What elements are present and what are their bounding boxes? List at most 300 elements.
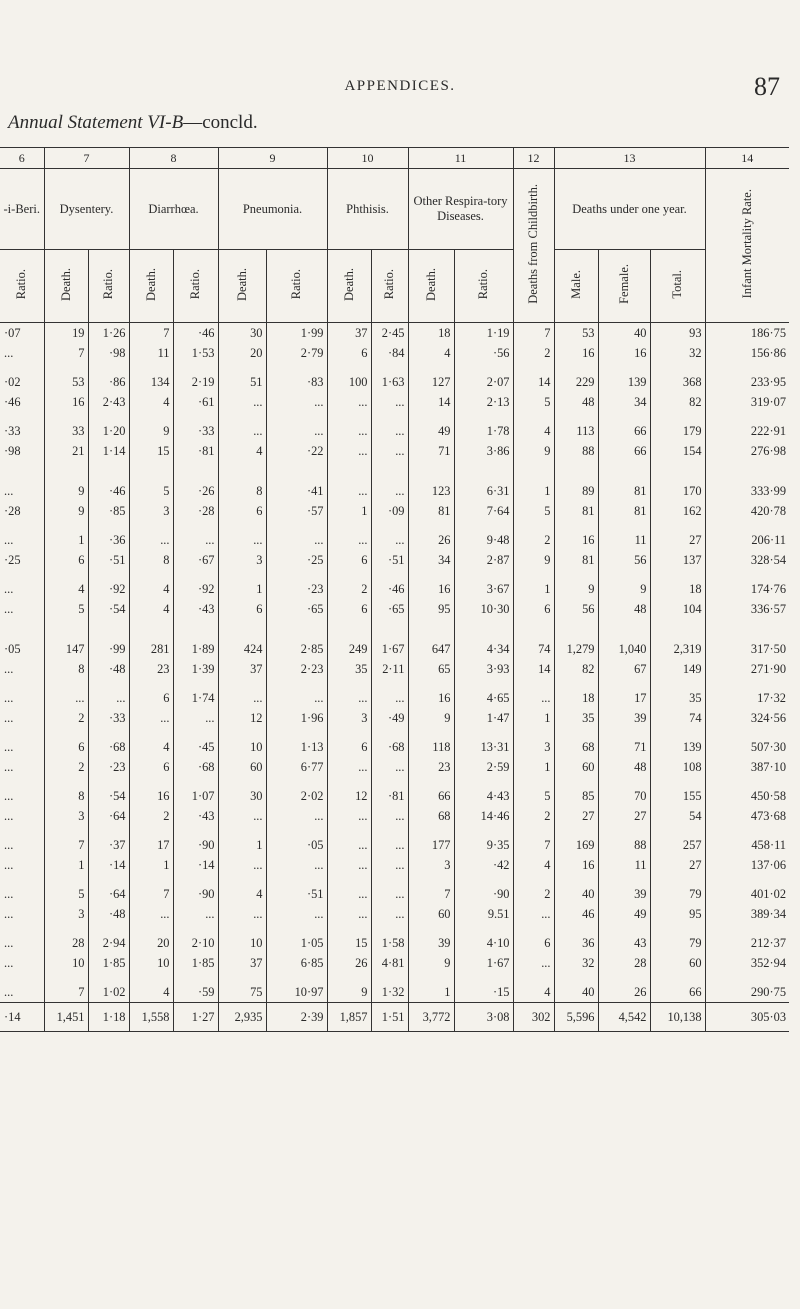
table-body: [0, 323, 789, 1032]
table-cell: ...: [371, 481, 408, 501]
table-cell: ...: [327, 806, 371, 826]
table-cell: ...: [88, 688, 129, 708]
table-cell: ·68: [88, 737, 129, 757]
table-cell: 10: [218, 737, 266, 757]
table-cell: ...: [371, 421, 408, 441]
table-cell: 14: [408, 392, 454, 412]
table-cell: 60: [554, 757, 598, 777]
total-cell: ·14: [0, 1003, 44, 1032]
header-deaths-under-one: Deaths under one year.: [554, 169, 705, 250]
table-cell: ...: [513, 904, 554, 924]
table-cell: 1·85: [88, 953, 129, 973]
table-cell: 4: [129, 599, 173, 619]
table-cell: 1·39: [173, 659, 218, 679]
table-cell: ...: [266, 392, 327, 412]
table-cell: ...: [513, 953, 554, 973]
table-cell: 1·02: [88, 982, 129, 1003]
table-cell: ·86: [88, 372, 129, 392]
spacer-row: [0, 826, 789, 835]
table-cell: 4: [218, 441, 266, 461]
table-cell: 281: [129, 639, 173, 659]
table-cell: 162: [650, 501, 705, 521]
table-cell: ·64: [88, 806, 129, 826]
table-cell: 127: [408, 372, 454, 392]
table-cell: ...: [266, 806, 327, 826]
total-cell: 1·18: [88, 1003, 129, 1032]
table-cell: 54: [650, 806, 705, 826]
table-cell: 17·32: [705, 688, 789, 708]
table-cell: 39: [408, 933, 454, 953]
table-cell: 56: [598, 550, 650, 570]
table-cell: 1·20: [88, 421, 129, 441]
table-cell: ·98: [4, 443, 21, 458]
table-cell: ·54: [88, 786, 129, 806]
spacer-row: [0, 679, 789, 688]
table-row: [0, 501, 789, 521]
subheader-cell: Ratio.: [371, 250, 408, 323]
colnum-12: 12: [513, 148, 554, 169]
table-cell: 8: [218, 481, 266, 501]
total-cell: 305·03: [705, 1003, 789, 1032]
table-cell: 9·48: [454, 530, 513, 550]
table-cell: 1·07: [173, 786, 218, 806]
table-cell: 1: [513, 481, 554, 501]
table-cell: 450·58: [705, 786, 789, 806]
table-cell: ·92: [173, 579, 218, 599]
table-cell: 1: [408, 982, 454, 1003]
table-cell: ...: [218, 688, 266, 708]
table-cell: 40: [598, 323, 650, 344]
table-cell: ·46: [173, 323, 218, 344]
table-cell: 2·23: [266, 659, 327, 679]
table-cell: 81: [598, 481, 650, 501]
table-row: [0, 659, 789, 679]
colnum-13: 13: [554, 148, 705, 169]
table-cell: 16: [408, 688, 454, 708]
colnum-10: 10: [327, 148, 408, 169]
table-cell: 1·67: [371, 639, 408, 659]
table-cell: ·65: [266, 599, 327, 619]
table-cell: ...: [327, 904, 371, 924]
subheader-row: [0, 250, 789, 323]
table-row: [0, 481, 789, 501]
spacer-row: [0, 728, 789, 737]
total-cell: 2,935: [218, 1003, 266, 1032]
table-cell: ...: [4, 661, 14, 676]
table-cell: ...: [4, 601, 14, 616]
table-cell: 43: [598, 933, 650, 953]
table-cell: ...: [327, 421, 371, 441]
table-cell: 27: [598, 806, 650, 826]
table-cell: 49: [408, 421, 454, 441]
subheader-cell: Death.: [327, 250, 371, 323]
spacer-row: [0, 973, 789, 982]
table-cell: ·65: [371, 599, 408, 619]
table-cell: 6: [218, 599, 266, 619]
table-row: [0, 953, 789, 973]
subheader-cell: Ratio.: [454, 250, 513, 323]
table-cell: ...: [4, 955, 14, 970]
table-cell: 26: [408, 530, 454, 550]
table-cell: 4·65: [454, 688, 513, 708]
table-cell: 27: [650, 855, 705, 875]
table-cell: ·54: [88, 599, 129, 619]
table-cell: 15: [327, 933, 371, 953]
table-cell: ...: [129, 708, 173, 728]
table-cell: 1: [44, 855, 88, 875]
table-cell: 319·07: [705, 392, 789, 412]
table-cell: 229: [554, 372, 598, 392]
table-cell: 75: [218, 982, 266, 1003]
total-cell: 1,451: [44, 1003, 88, 1032]
table-cell: 23: [129, 659, 173, 679]
total-cell: 5,596: [554, 1003, 598, 1032]
table-cell: 317·50: [705, 639, 789, 659]
table-cell: 10: [44, 953, 88, 973]
table-cell: 32: [650, 343, 705, 363]
table-cell: 249: [327, 639, 371, 659]
table-cell: ·33: [88, 708, 129, 728]
table-cell: 2: [129, 806, 173, 826]
table-cell: 206·11: [705, 530, 789, 550]
table-cell: 3: [44, 904, 88, 924]
table-cell: 2: [513, 884, 554, 904]
table-cell: 39: [598, 708, 650, 728]
table-cell: ...: [4, 935, 14, 950]
table-cell: 66: [598, 441, 650, 461]
table-cell: 68: [554, 737, 598, 757]
table-cell: 3·93: [454, 659, 513, 679]
table-cell: 9: [44, 481, 88, 501]
header-childbirth-label: Deaths from Childbirth.: [526, 183, 540, 304]
table-cell: 3: [129, 501, 173, 521]
table-cell: 1·32: [371, 982, 408, 1003]
table-cell: 81: [408, 501, 454, 521]
table-cell: 5: [513, 786, 554, 806]
table-cell: 12: [218, 708, 266, 728]
table-cell: ·45: [173, 737, 218, 757]
table-cell: 2: [44, 708, 88, 728]
table-cell: 7: [513, 323, 554, 344]
table-cell: 1: [218, 579, 266, 599]
table-cell: 1,279: [554, 639, 598, 659]
table-cell: 1·96: [266, 708, 327, 728]
table-cell: 6: [327, 343, 371, 363]
table-cell: 1·78: [454, 421, 513, 441]
total-cell: 10,138: [650, 1003, 705, 1032]
table-cell: 137: [650, 550, 705, 570]
table-cell: 1: [129, 855, 173, 875]
table-cell: 79: [650, 933, 705, 953]
table-cell: ·26: [173, 481, 218, 501]
spacer-row: [0, 777, 789, 786]
spacer-row: [0, 363, 789, 372]
total-cell: 1,558: [129, 1003, 173, 1032]
table-cell: ...: [173, 530, 218, 550]
table-cell: 179: [650, 421, 705, 441]
table-cell: 113: [554, 421, 598, 441]
table-cell: 2: [513, 530, 554, 550]
table-cell: 7: [513, 835, 554, 855]
total-cell: 2·39: [266, 1003, 327, 1032]
table-cell: 32: [554, 953, 598, 973]
table-cell: 66: [598, 421, 650, 441]
table-cell: 65: [408, 659, 454, 679]
table-cell: 2·13: [454, 392, 513, 412]
table-cell: ·09: [371, 501, 408, 521]
table-cell: 233·95: [705, 372, 789, 392]
table-cell: 30: [218, 786, 266, 806]
table-cell: 139: [650, 737, 705, 757]
table-cell: 2·43: [88, 392, 129, 412]
table-cell: 139: [598, 372, 650, 392]
table-cell: 16: [554, 530, 598, 550]
table-cell: ·59: [173, 982, 218, 1003]
table-cell: ·61: [173, 392, 218, 412]
table-cell: ·46: [88, 481, 129, 501]
table-row: [0, 737, 789, 757]
table-cell: 53: [554, 323, 598, 344]
table-cell: ·33: [4, 423, 21, 438]
table-row: [0, 530, 789, 550]
table-cell: 177: [408, 835, 454, 855]
subheader-cell: Death.: [218, 250, 266, 323]
table-cell: 5: [513, 392, 554, 412]
total-cell: 1·27: [173, 1003, 218, 1032]
table-cell: 1: [327, 501, 371, 521]
table-cell: ·28: [4, 503, 21, 518]
column-number-row: [0, 148, 789, 169]
table-cell: 1·13: [266, 737, 327, 757]
table-cell: 48: [554, 392, 598, 412]
table-cell: ·68: [173, 757, 218, 777]
table-cell: 68: [408, 806, 454, 826]
table-cell: ...: [129, 904, 173, 924]
spacer-row: [0, 461, 789, 481]
table-cell: ...: [4, 532, 14, 547]
table-cell: 123: [408, 481, 454, 501]
table-cell: 155: [650, 786, 705, 806]
table-cell: ·56: [454, 343, 513, 363]
table-row: [0, 441, 789, 461]
table-cell: ...: [4, 739, 14, 754]
table-cell: 37: [327, 323, 371, 344]
table-cell: 12: [327, 786, 371, 806]
table-cell: 13·31: [454, 737, 513, 757]
table-cell: 6: [218, 501, 266, 521]
table-cell: 1: [513, 579, 554, 599]
table-cell: 40: [554, 982, 598, 1003]
table-cell: ...: [218, 855, 266, 875]
table-cell: 7·64: [454, 501, 513, 521]
table-cell: 1·14: [88, 441, 129, 461]
subheader-cell: Ratio.: [0, 250, 44, 323]
disease-header-row: [0, 169, 789, 250]
table-cell: 39: [598, 884, 650, 904]
table-row: [0, 835, 789, 855]
table-cell: ·64: [88, 884, 129, 904]
table-cell: 2: [513, 806, 554, 826]
table-cell: 26: [327, 953, 371, 973]
table-cell: 401·02: [705, 884, 789, 904]
table-cell: 1·85: [173, 953, 218, 973]
table-cell: 6·31: [454, 481, 513, 501]
table-cell: ·14: [88, 855, 129, 875]
table-cell: 8: [44, 659, 88, 679]
table-cell: 3: [218, 550, 266, 570]
table-cell: ·90: [173, 835, 218, 855]
header-dysentery: Dysentery.: [44, 169, 129, 250]
table-cell: 85: [554, 786, 598, 806]
table-cell: 389·34: [705, 904, 789, 924]
table-cell: 3: [44, 806, 88, 826]
table-cell: 66: [408, 786, 454, 806]
table-cell: 2: [327, 579, 371, 599]
table-cell: ...: [266, 904, 327, 924]
table-cell: 8: [129, 550, 173, 570]
table-cell: 2·11: [371, 659, 408, 679]
table-cell: 79: [650, 884, 705, 904]
table-cell: 368: [650, 372, 705, 392]
table-cell: 6: [327, 599, 371, 619]
table-cell: 424: [218, 639, 266, 659]
table-cell: 66: [650, 982, 705, 1003]
table-cell: 95: [650, 904, 705, 924]
total-row: [0, 1003, 789, 1032]
table-cell: 1·89: [173, 639, 218, 659]
table-cell: 9: [44, 501, 88, 521]
table-cell: ·46: [4, 394, 21, 409]
spacer-row: [0, 521, 789, 530]
table-cell: 9: [408, 708, 454, 728]
table-cell: 19: [44, 323, 88, 344]
table-cell: ...: [327, 392, 371, 412]
table-cell: 1·05: [266, 933, 327, 953]
table-cell: 16: [554, 855, 598, 875]
table-cell: 81: [554, 550, 598, 570]
table-cell: 35: [650, 688, 705, 708]
table-cell: 7: [129, 884, 173, 904]
table-cell: 40: [554, 884, 598, 904]
table-cell: 5: [129, 481, 173, 501]
table-cell: 6: [513, 933, 554, 953]
table-cell: 14: [513, 659, 554, 679]
table-cell: 27: [650, 530, 705, 550]
table-cell: 18: [650, 579, 705, 599]
table-cell: 1·74: [173, 688, 218, 708]
header-diarrhoea: Diarrhœa.: [129, 169, 218, 250]
table-cell: ...: [4, 690, 14, 705]
table-cell: ·48: [88, 904, 129, 924]
table-row: [0, 372, 789, 392]
table-cell: 154: [650, 441, 705, 461]
colnum-11: 11: [408, 148, 513, 169]
table-cell: 6: [129, 757, 173, 777]
table-cell: 290·75: [705, 982, 789, 1003]
table-cell: ·07: [4, 325, 21, 340]
table-cell: 16: [598, 343, 650, 363]
table-cell: ...: [218, 806, 266, 826]
table-cell: 7: [44, 343, 88, 363]
table-cell: 2·94: [88, 933, 129, 953]
total-cell: 4,542: [598, 1003, 650, 1032]
table-cell: 9: [408, 953, 454, 973]
table-cell: ·33: [173, 421, 218, 441]
subheader-cell: Male.: [554, 250, 598, 323]
table-cell: 9: [598, 579, 650, 599]
table-cell: ·02: [4, 374, 21, 389]
table-cell: 74: [513, 639, 554, 659]
table-cell: 20: [218, 343, 266, 363]
table-cell: 473·68: [705, 806, 789, 826]
table-cell: ...: [371, 884, 408, 904]
table-cell: 9: [513, 441, 554, 461]
table-cell: 9: [327, 982, 371, 1003]
table-cell: 10·30: [454, 599, 513, 619]
table-cell: ...: [513, 688, 554, 708]
table-cell: 324·56: [705, 708, 789, 728]
table-cell: ...: [4, 857, 14, 872]
table-cell: ...: [266, 421, 327, 441]
table-cell: 4: [129, 737, 173, 757]
table-cell: ·92: [88, 579, 129, 599]
subheader-cell: Ratio.: [88, 250, 129, 323]
table-cell: ·42: [454, 855, 513, 875]
table-cell: 6·77: [266, 757, 327, 777]
table-cell: 4·81: [371, 953, 408, 973]
page-number: 87: [754, 72, 780, 101]
table-cell: ...: [266, 688, 327, 708]
table-cell: ·67: [173, 550, 218, 570]
table-cell: 2·45: [371, 323, 408, 344]
table-cell: 1: [44, 530, 88, 550]
spacer-row: [0, 619, 789, 639]
table-cell: 147: [44, 639, 88, 659]
table-cell: ...: [173, 904, 218, 924]
table-cell: 212·37: [705, 933, 789, 953]
table-cell: 20: [129, 933, 173, 953]
table-cell: 4: [44, 579, 88, 599]
table-cell: 6: [129, 688, 173, 708]
table-cell: 149: [650, 659, 705, 679]
table-cell: ...: [371, 855, 408, 875]
table-cell: 81: [554, 501, 598, 521]
subheader-cell: Death.: [129, 250, 173, 323]
colnum-6: 6: [0, 148, 44, 169]
spacer-row: [0, 412, 789, 421]
table-cell: ...: [327, 530, 371, 550]
table-cell: ...: [371, 806, 408, 826]
table-cell: 23: [408, 757, 454, 777]
header-childbirth: [513, 169, 554, 323]
table-cell: ...: [327, 441, 371, 461]
table-cell: 70: [598, 786, 650, 806]
table-cell: 15: [129, 441, 173, 461]
table-cell: 2: [513, 343, 554, 363]
table-cell: 156·86: [705, 343, 789, 363]
table-cell: 647: [408, 639, 454, 659]
table-cell: ...: [4, 483, 14, 498]
table-cell: ...: [327, 481, 371, 501]
table-cell: ...: [4, 808, 14, 823]
table-cell: ·28: [173, 501, 218, 521]
table-cell: 4: [129, 579, 173, 599]
table-cell: 1·53: [173, 343, 218, 363]
table-cell: 16: [554, 343, 598, 363]
table-cell: ...: [327, 688, 371, 708]
table-cell: 60: [650, 953, 705, 973]
table-cell: 53: [44, 372, 88, 392]
